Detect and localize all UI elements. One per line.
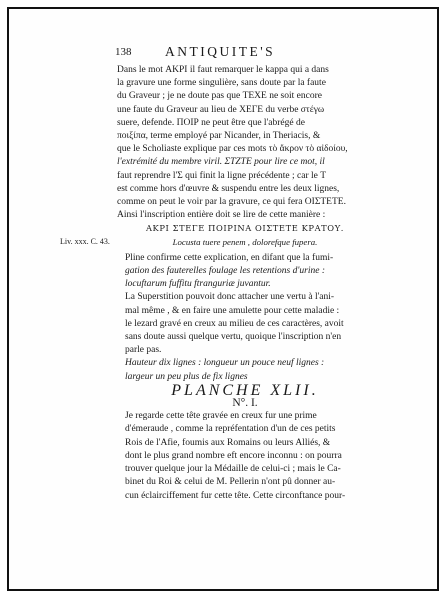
text-line: sans doute aussi quelque vertu, quoique l'inscription n'en [125, 332, 342, 343]
latin-translation: Locusta tuere penem , dolorefque fupera. [172, 236, 318, 247]
text-line: le lezard gravé en creux au milieu de ces caractères, avoit [125, 318, 344, 329]
text-line: gation des fauterelles foulage les retentions d'urine : [125, 266, 326, 277]
dimensions-note [117, 357, 373, 383]
paragraph-3 [117, 291, 373, 357]
margin-note: Liv. xxx. C. 43. [60, 237, 110, 246]
greek-inscription: ΑΚΡΙ ΣΤΕΓΕ ΠΟΙΡΙΝΑ ΟΙΣΤΕΤΕ ΚΡΑΤΟΥ. [145, 223, 345, 234]
page-header [115, 44, 375, 62]
text-line: mal même , & en faire une amulette pour cette maladie : [125, 305, 340, 316]
running-title: ANTIQUITE'S [165, 44, 276, 59]
text-line: ποιξίπα, terme employé par Nicander, in Theriacis, & [117, 131, 321, 142]
text-line: Pline confirme cette explication, en difant que la fumi- [125, 252, 334, 263]
text-line: dont le plus grand nombre eft encore inconnu : on pourra [125, 450, 342, 461]
text-line: la gravure une forme singulière, sans doute par la faute [117, 78, 326, 89]
text-line: l'extrémité du membre viril. ΣΤΖΤΕ pour lire ce mot, il [117, 157, 325, 168]
text-line: Rois de l'Afie, foumis aux Romains ou leurs Alliés, & [125, 437, 331, 448]
text-line: d'émeraude , comme la repréfentation d'un de ces petits [125, 424, 336, 435]
text-line: Hauteur dix lignes : longueur un pouce neuf lignes : [125, 358, 325, 369]
text-line: binet du Roi & celui de M. Pellerin n'ont pû donner au- [125, 477, 336, 488]
page-number: 138 [115, 46, 132, 58]
text-line: Ainsi l'inscription entière doit se lire de cette manière : [117, 210, 326, 221]
text-line: une faute du Graveur au lieu de ΧΕΓΕ du verbe στέγω [117, 104, 325, 115]
plate-number: N°. I. [232, 397, 258, 410]
text-line: faut reprendre l'Σ qui finit la ligne précédente ; car le Τ [117, 170, 327, 181]
page-body [117, 64, 373, 503]
text-line: largeur un peu plus de fix lignes [125, 371, 248, 382]
text-line: est comme hors d'œuvre & suspendu entre les deux lignes, [117, 183, 340, 194]
paragraph-4 [117, 410, 373, 502]
paragraph-2 [117, 252, 373, 292]
paragraph-1 [117, 64, 373, 222]
text-line: suere, defende. ΠΟΙΡ ne peut être que l'abrégé de [117, 117, 305, 128]
text-line: trouver quelque jour la Médaille de celui-ci ; mais le Ca- [125, 464, 341, 475]
text-line: que le Scholiaste explique par ces mots τὸ ἄκρον τὸ αἰδοίου, [117, 144, 348, 155]
text-line: Je regarde cette tête gravée en creux fur une prime [125, 411, 317, 422]
text-line: La Superstition pouvoit donc attacher une vertu à l'ani- [125, 292, 335, 303]
text-line: cun éclairciffement fur cette tête. Cette circonftance pour- [125, 490, 346, 501]
text-line: comme on peut le voir par la gravure, ce qui fera ΟΙΣΤΕΤΕ. [117, 197, 346, 208]
text-line: parle pas. [125, 345, 162, 356]
text-line: locuftarum fuffitu ftranguriæ juvantur. [125, 279, 271, 290]
text-line: du Graveur ; je ne doute pas que ΤΕΧΕ ne soit encore [117, 91, 322, 102]
text-line: Dans le mot ΑΚΡΙ il faut remarquer le kappa qui a dans [117, 65, 329, 75]
plate-title: PLANCHE XLII. [171, 381, 319, 399]
